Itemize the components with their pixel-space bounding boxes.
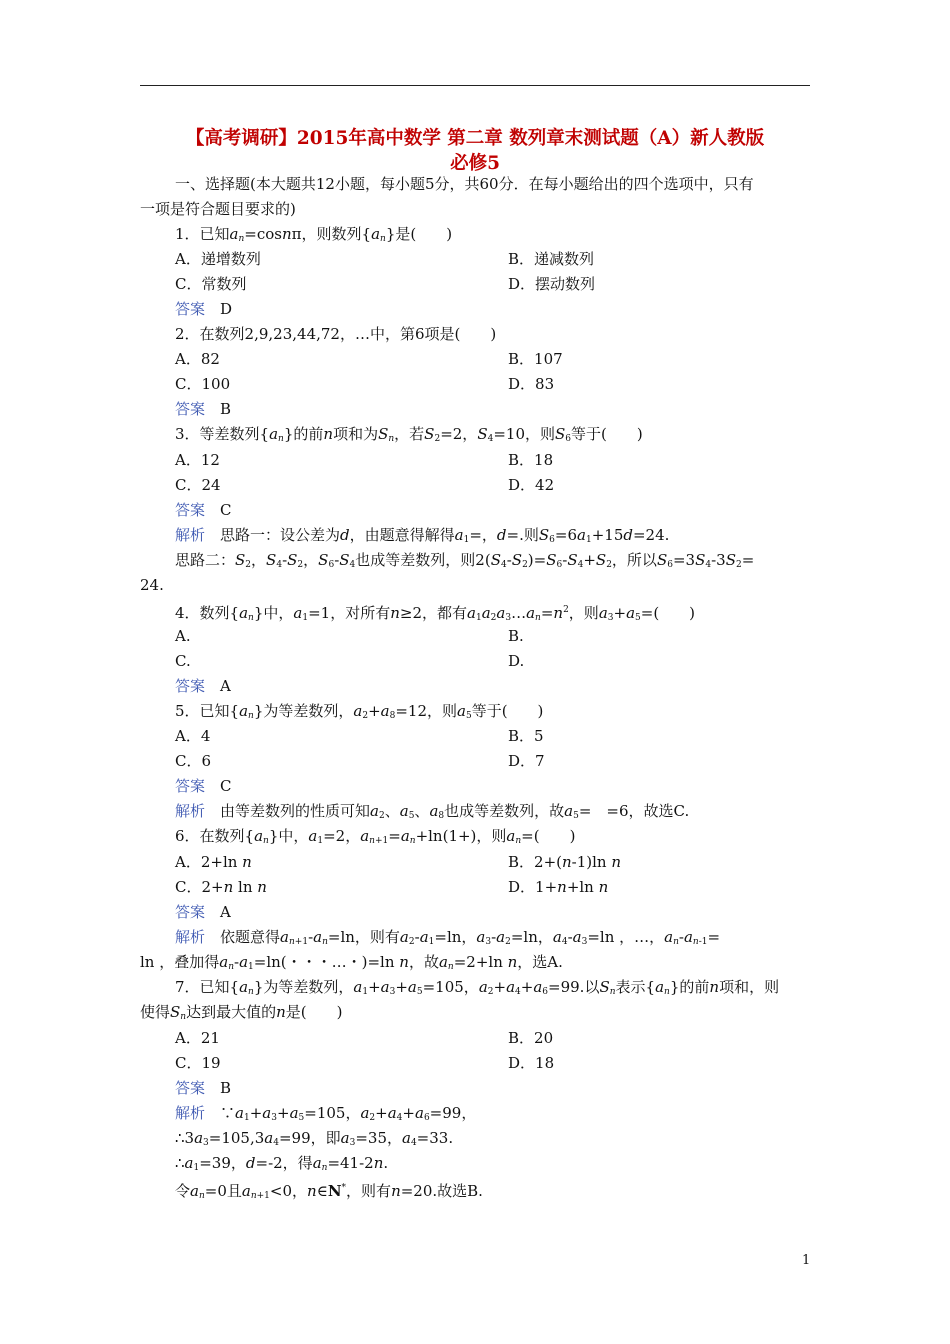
page-number: 1 (802, 1253, 811, 1268)
q4-option-b: B. (508, 627, 524, 645)
q7-answer: 答案 B (175, 1079, 232, 1097)
q7-stem-line1: 7．已知$\{a_n\}$为等差数列，$a_1+a_3+a_5=105$，$a_2+a_4+a_6=99$.以$S_n$表示$\{a_n\}$的前n项和，则 (175, 978, 780, 997)
q6-option-d: D．1+n+ln n (508, 878, 609, 896)
q6-option-a: A．2+ln n (175, 853, 252, 871)
q6-stem: 6．在数列$\{a_n\}$中，$a_1=2$，$a_{n+1}=a_n+\ln(1+)$，则$a_n=$( ) (175, 827, 576, 846)
q5-analysis: 解析 由等差数列的性质可知$a_2$、$a_5$、$a_8$也成等差数列，故$a_5=$ =6，故选C. (175, 802, 690, 821)
intro-line1: 一、选择题(本大题共12小题，每小题5分，共60分．在每小题给出的四个选项中，只有 (175, 175, 754, 193)
q7-option-c: C．19 (175, 1054, 221, 1072)
q4-option-a: A. (175, 627, 191, 645)
q1-option-c: C．常数列 (175, 275, 247, 293)
q7-analysis-line4: 令$a_n=0$且$a_{n+1}<0$，n∈N*，则有n=20.故选B. (175, 1182, 483, 1201)
q3-option-b: B．18 (508, 451, 554, 469)
q1-option-d: D．摆动数列 (508, 275, 596, 293)
q2-option-c: C．100 (175, 375, 231, 393)
q2-option-a: A．82 (175, 350, 220, 368)
q1-stem: 1．已知$a_n=\cos n\pi$，则数列$\{a_n\}$是( ) (175, 225, 453, 244)
q3-answer: 答案 C (175, 501, 232, 519)
q3-option-c: C．24 (175, 476, 221, 494)
q4-stem: 4．数列$\{a_n\}$中，$a_1=1$，对所有n≥2，都有$a_1a_2a_3\dots a_n=n^2$，则$a_3+a_5=$( ) (175, 604, 696, 623)
q5-option-a: A．4 (175, 727, 211, 745)
q4-option-c: C. (175, 652, 191, 670)
q3-analysis-line1: 解析 思路一：设公差为d，由题意得解得$a_1=$，d=.则$S_6=6a_1+15d=24$. (175, 526, 670, 545)
q4-option-d: D. (508, 652, 525, 670)
q2-stem: 2．在数列2,9,23,44,72，…中，第6项是( ) (175, 325, 497, 343)
q5-stem: 5．已知$\{a_n\}$为等差数列，$a_2+a_8=12$，则$a_5$等于( ) (175, 702, 544, 721)
q6-option-c: C．2+n ln n (175, 878, 267, 896)
q2-answer: 答案 B (175, 400, 232, 418)
q7-analysis-line1: 解析 $\because a_1+a_3+a_5=105$，$a_2+a_4+a_6=99$， (175, 1104, 477, 1123)
q3-stem: 3．等差数列$\{a_n\}$的前n项和为$S_n$，若$S_2=2$，$S_4=10$，则$S_6$等于( ) (175, 425, 643, 444)
q7-option-b: B．20 (508, 1029, 554, 1047)
q6-analysis-line2: ln ，叠加得$a_n-a_1=\ln$(・・・…・)=ln n，故$a_n=2+\ln$ n，选A. (140, 953, 563, 972)
q1-answer: 答案 D (175, 300, 233, 318)
q5-option-d: D．7 (508, 752, 545, 770)
q2-option-b: B．107 (508, 350, 563, 368)
q3-option-d: D．42 (508, 476, 555, 494)
q5-option-c: C．6 (175, 752, 212, 770)
doc-title-line1: 【高考调研】2015年高中数学 第二章 数列章末测试题（A）新人教版 (185, 128, 765, 149)
q3-analysis-line2: 思路二：$S_2$，$S_4-S_2$，$S_6-S_4$也成等差数列，则$2(S_4-S_2)=S_6-S_4+S_2$，所以$S_6=3S_4-3S_2=$ (175, 551, 755, 570)
q1-option-b: B．递减数列 (508, 250, 595, 268)
q4-answer: 答案 A (175, 677, 231, 695)
intro-line2: 一项是符合题目要求的) (140, 200, 296, 218)
q5-answer: 答案 C (175, 777, 232, 795)
q6-option-b: B．2+(n-1)ln n (508, 853, 622, 871)
header-rule (140, 85, 810, 86)
q7-stem-line2: 使得$S_n$达到最大值的n是( ) (140, 1003, 343, 1022)
q6-answer: 答案 A (175, 903, 231, 921)
q3-analysis-line3: 24. (140, 576, 164, 594)
q7-option-d: D．18 (508, 1054, 555, 1072)
q1-option-a: A．递增数列 (175, 250, 261, 268)
q5-option-b: B．5 (508, 727, 544, 745)
q7-analysis-line2: $\therefore 3a_3=105,3a_4=99$，即$a_3=35$，$a_4=33$. (175, 1129, 454, 1148)
q7-analysis-line3: $\therefore a_1=39$，d=-2，得$a_n=41-2n$. (175, 1154, 389, 1173)
q3-option-a: A．12 (175, 451, 220, 469)
q2-option-d: D．83 (508, 375, 555, 393)
q6-analysis-line1: 解析 依题意得$a_{n+1}-a_n=\ln$，则有$a_2-a_1=\ln$，$a_3-a_2=\ln$，$a_4-a_3=\ln$ ，…，$a_n-a_{n-1}=$ (175, 928, 721, 947)
q7-option-a: A．21 (175, 1029, 220, 1047)
doc-title-line2: 必修5 (450, 153, 500, 174)
